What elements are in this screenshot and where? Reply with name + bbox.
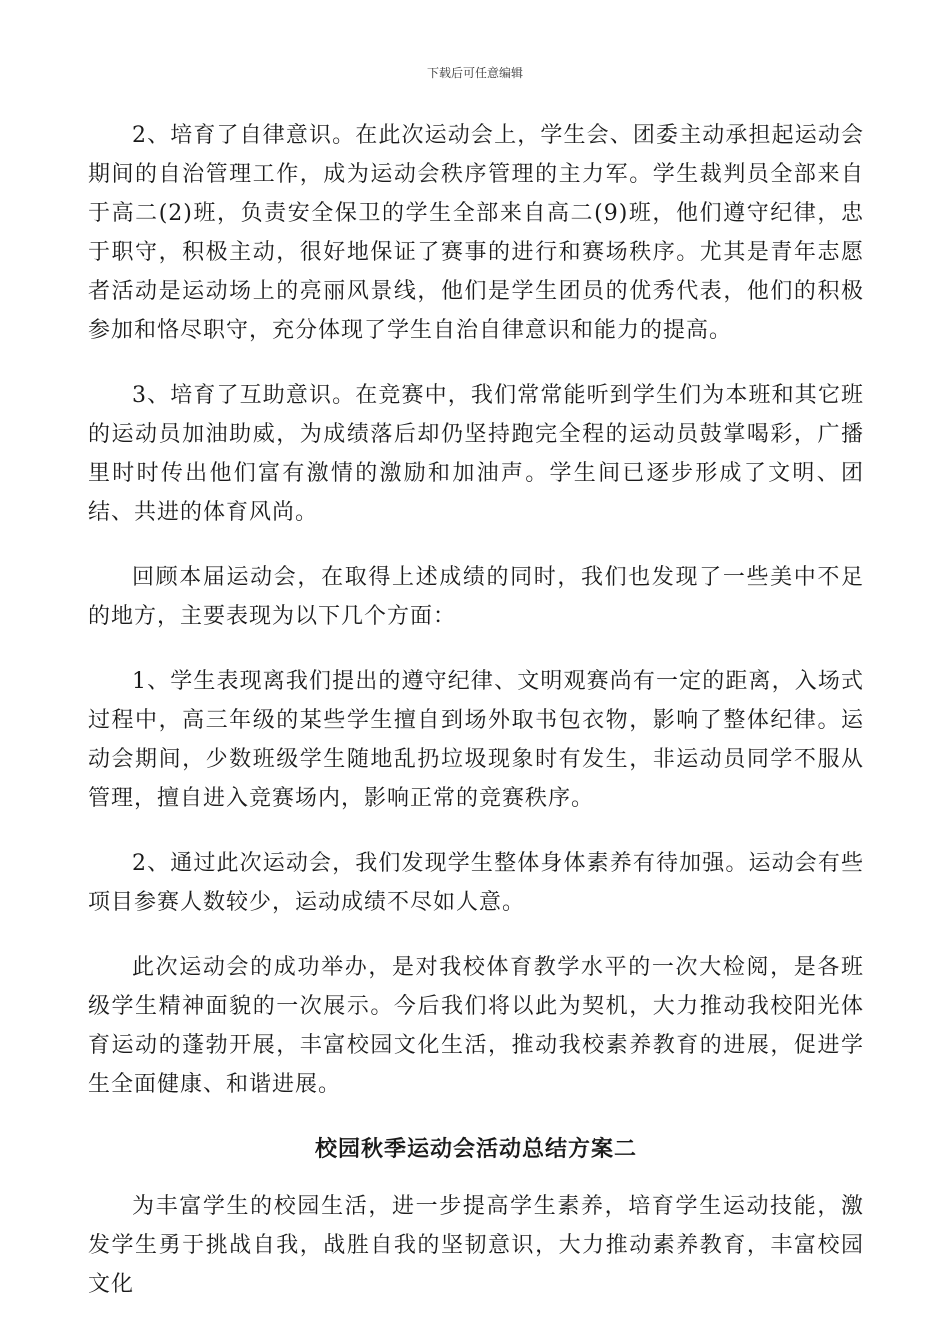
paragraph-mutual-help: 3、培育了互助意识。在竞赛中，我们常常能听到学生们为本班和其它班的运动员加油助威，为成绩落后却仍坚持跑完全程的运动员鼓掌喝彩，广播里时时传出他们富有激情的激励和加油声。学生间已逐步形成了文明、团结、共进的体育风尚。	[88, 383, 864, 525]
paragraph-review-intro: 回顾本届运动会，在取得上述成绩的同时，我们也发现了一些美中不足的地方，主要表现为以下几个方面：	[88, 565, 864, 629]
paragraph-plan-two-intro: 为丰富学生的校园生活，进一步提高学生素养，培育学生运动技能，激发学生勇于挑战自我，战胜自我的坚韧意识，大力推动素养教育，丰富校园文化	[88, 1194, 864, 1297]
paragraph-issue-fitness: 2、通过此次运动会，我们发现学生整体身体素养有待加强。运动会有些项目参赛人数较少，运动成绩不尽如人意。	[88, 851, 864, 915]
header-note: 下载后可任意编辑	[426, 66, 523, 80]
paragraph-issue-discipline: 1、学生表现离我们提出的遵守纪律、文明观赛尚有一定的距离，入场式过程中，高三年级的某些学生擅自到场外取书包衣物，影响了整体纪律。运动会期间，少数班级学生随地乱扔垃圾现象时有发生，非运动员同学不服从管理，擅自进入竞赛场内，影响正常的竞赛秩序。	[88, 669, 864, 811]
paragraph-conclusion: 此次运动会的成功举办，是对我校体育教学水平的一次大检阅，是各班级学生精神面貌的一次展示。今后我们将以此为契机，大力推动我校阳光体育运动的蓬勃开展，丰富校园文化生活，推动我校素养教育的进展，促进学生全面健康、和谐进展。	[88, 955, 864, 1097]
document-body	[88, 116, 864, 1330]
paragraph-self-discipline: 2、培育了自律意识。在此次运动会上，学生会、团委主动承担起运动会期间的自治管理工作，成为运动会秩序管理的主力军。学生裁判员全部来自于高二(2)班，负责安全保卫的学生全部来自高二(9)班，他们遵守纪律，忠于职守，积极主动，很好地保证了赛事的进行和赛场秩序。尤其是青年志愿者活动是运动场上的亮丽风景线，他们是学生团员的优秀代表，他们的积极参加和恪尽职守，充分体现了学生自治自律意识和能力的提高。	[88, 123, 864, 343]
section-title: 校园秋季运动会活动总结方案二	[314, 1137, 637, 1162]
